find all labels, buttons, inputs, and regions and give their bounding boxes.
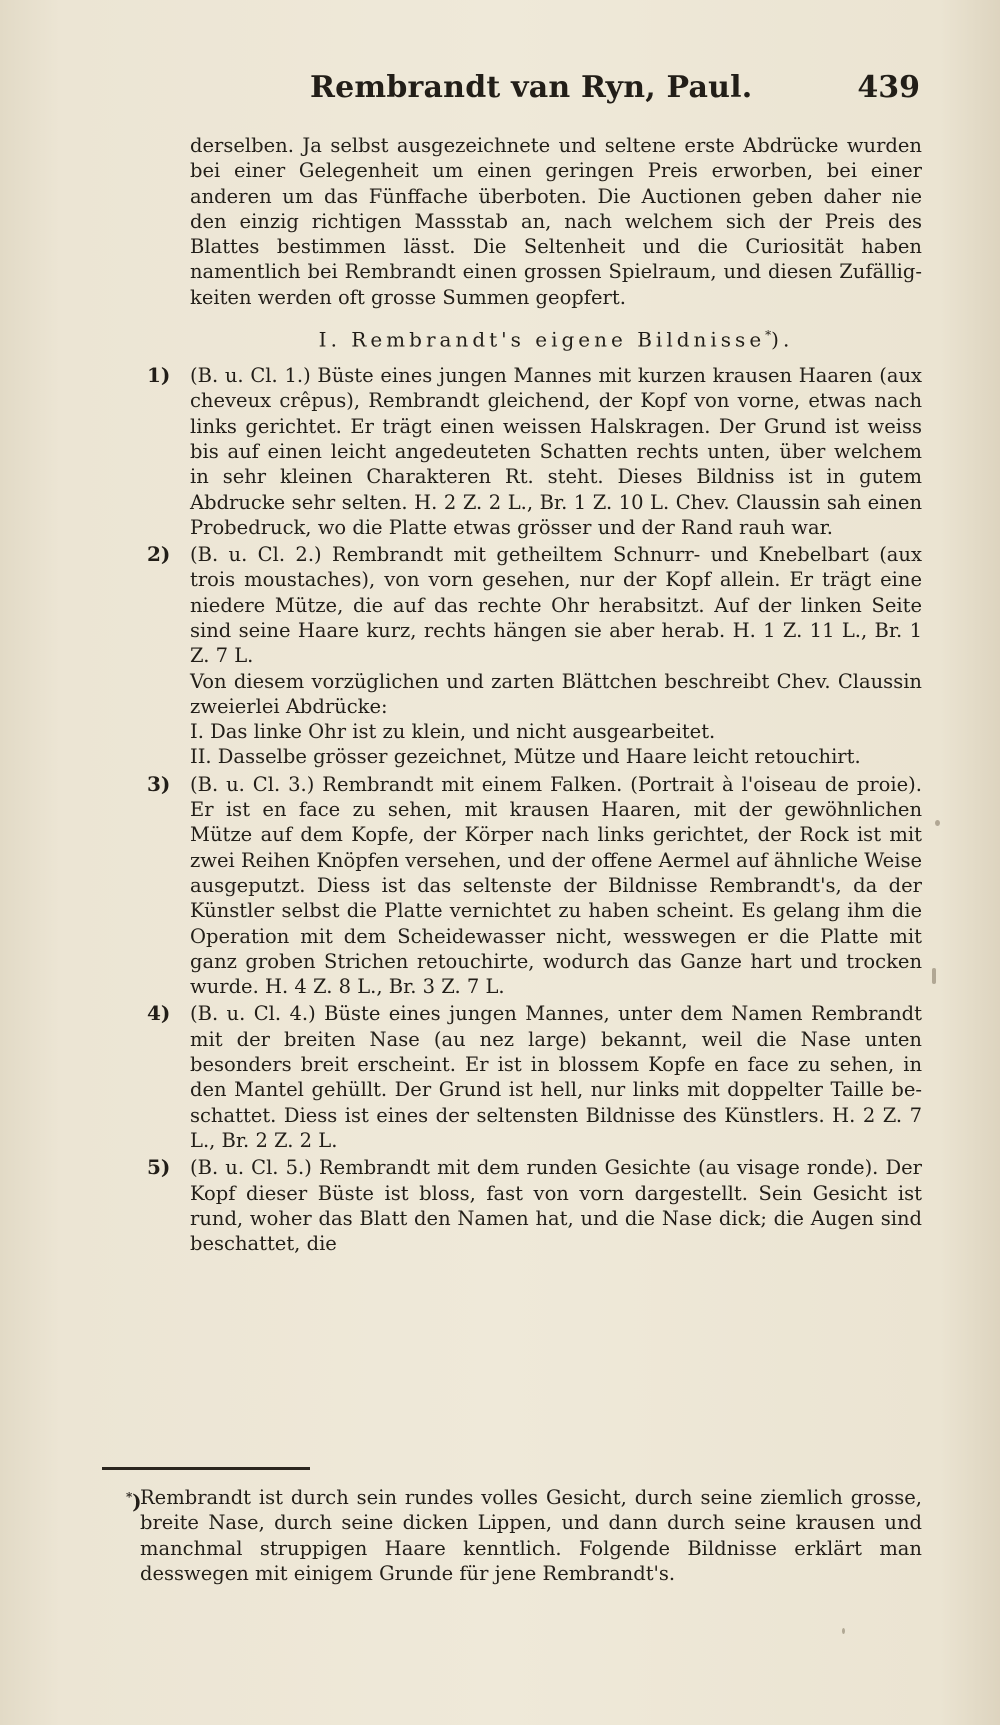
entry-number: 2) [147,542,171,567]
entry-number: 3) [147,771,171,796]
page-header [310,70,930,110]
paper-speck [932,968,936,984]
catalogue-entry [147,363,922,540]
section-title-closing: ). [771,327,794,352]
entry-number: 5) [147,1155,171,1180]
catalogue-entry [147,771,922,1000]
footnote [126,1485,922,1586]
entry-text: (B. u. Cl. 4.) Büste eines jungen Mannes, unter dem Namen Rembrandt mit der breiten Nase (au nez large) bekannt, weil die Nase unten besonders breit erscheint. Er ist in blossem Kopfe en face zu sehen, in den Mantel gehüllt. Der Grund ist hell, nur links mit doppelter Taille beschattet. Diess ist eines der seltensten Bildnisse des Künstlers. H. 2 Z. 7 L., Br. 2 Z. 2 L. [190,1002,922,1152]
state-list [190,719,922,770]
footnote-text: Rembrandt ist durch sein rundes volles Gesicht, durch seine ziemlich grosse, breite Nase, durch seine dicken Lippen, und dann durch seine krausen und manchmal struppigen Haare kenntlich. Folgende Bildnisse erklärt man desswegen mit einigem Grunde für jene Rembrandt's. [140,1486,922,1585]
catalogue-entry [147,1001,922,1153]
footnote-marker: *) [126,1490,142,1514]
entry-number: 1) [147,363,171,388]
footnote-divider [102,1467,310,1470]
entry-text: (B. u. Cl. 5.) Rembrandt mit dem runden Gesichte (au visage ronde). Der Kopf dieser Büste ist bloss, fast von vorn dargestellt. Sein Gesicht ist rund, woher das Blatt den Namen hat, und die Nase dick; die Augen sind beschattet, die [190,1156,922,1256]
intro-paragraph: derselben. Ja selbst ausgezeichnete und seltene erste Abdrücke wurden bei einer Gelegenheit um einen geringen Preis erworben, bei einer anderen um das Fünffache überboten. Die Auctionen geben daher nie den einzig richtigen Massstab an, nach welchem sich der Preis des Blattes bestimmen lässt. Die Seltenheit und die Curiosität haben namentlich bei Rembrandt einen grossen Spielraum, und diesen Zufälligkeiten werden oft grosse Summen geopfert. [190,134,922,309]
catalogue-entry [147,542,922,770]
paper-speck [935,820,940,826]
running-title: Rembrandt van Ryn, Paul. [310,70,753,105]
section-heading [190,323,922,353]
section-title-text: I. Rembrandt's eigene Bildnisse [318,327,766,352]
footnote-reference: * [765,328,772,343]
state-item: II. Dasselbe grösser gezeichnet, Mütze und Haare leicht retouchirt. [190,745,861,769]
state-item: I. Das linke Ohr ist zu klein, und nicht ausgearbeitet. [190,720,716,744]
page-number: 439 [857,70,920,105]
paper-speck [842,1628,845,1634]
entry-text: (B. u. Cl. 1.) Büste eines jungen Mannes mit kurzen krausen Haaren (aux cheveux crêpus), Rembrandt gleichend, der Kopf von vorne, etwas nach links gerichtet. Er trägt einen weissen Halskragen. Der Grund ist weiss bis auf einen leicht angedeuteten Schatten rechts unten, über welchem in sehr kleinen Charakteren Rt. steht. Dieses Bildniss ist in gutem Abdrucke sehr selten. H. 2 Z. 2 L., Br. 1 Z. 10 L. Chev. Claussin sah einen Probedruck, wo die Platte etwas grösser und der Rand rauh war. [190,364,922,539]
main-text [147,133,922,1258]
catalogue-entry [147,1155,922,1256]
entry-text: (B. u. Cl. 3.) Rembrandt mit einem Falken. (Portrait à l'oiseau de proie). Er ist en face zu sehen, mit krausen Haaren, mit der gewöhnlichen Mütze auf dem Kopfe, der Körper nach links gerichtet, der Rock ist mit zwei Reihen Knöpfen versehen, und der offene Aermel auf ähnliche Weise ausgeputzt. Diess ist das seltenste der Bildnisse Rembrandt's, da der Künstler selbst die Platte vernichtet zu haben scheint. Es gelang ihm die Operation mit dem Scheidewasser nicht, wesswegen er die Platte mit ganz groben Strichen retouchirte, wodurch das Ganze hart und trocken wurde. H. 4 Z. 8 L., Br. 3 Z. 7 L. [190,772,922,999]
entry-note: Von diesem vorzüglichen und zarten Blättchen beschreibt Chev. Claussin zweierlei Abdrücke: [190,669,922,718]
entry-number: 4) [147,1001,171,1026]
entry-text: (B. u. Cl. 2.) Rembrandt mit getheiltem Schnurr- und Knebelbart (aux trois moustaches), von vorn gesehen, nur der Kopf allein. Er trägt eine niedere Mütze, die auf das rechte Ohr herabsitzt. Auf der linken Seite sind seine Haare kurz, rechts hängen sie aber herab. H. 1 Z. 11 L., Br. 1 Z. 7 L. [190,543,922,668]
